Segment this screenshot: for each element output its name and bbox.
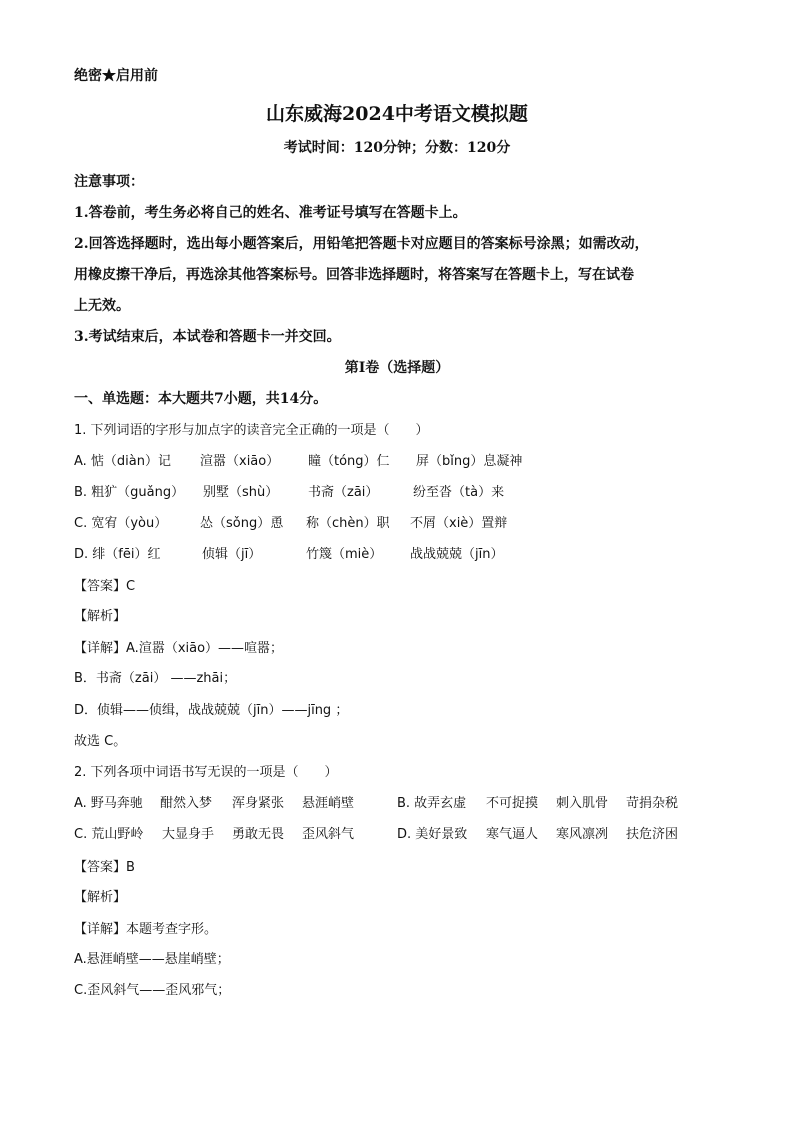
- q2-detail-line: [74, 920, 217, 939]
- q1-option-a-word-4: 屏（bǐng）息凝神: [416, 454, 523, 469]
- q2-option-d-word-3: 寒风凛冽: [556, 827, 609, 842]
- q2-option-b-word-1: B. 故弄玄虚: [397, 796, 467, 811]
- q1-analysis-tag: 【解析】: [74, 609, 127, 624]
- q1-option-d-word-4: 战战兢兢（jīn）: [410, 547, 504, 562]
- secret-label: 绝密★启用前: [74, 68, 158, 84]
- q2-option-c[interactable]: [74, 826, 384, 844]
- page-title: 山东威海2024中考语文模拟题: [266, 103, 528, 125]
- section-heading: 一、单选题：本大题共7小题，共14分。: [74, 391, 328, 407]
- q1-answer-line: [74, 577, 135, 596]
- q2-option-c-word-3: 勇敢无畏: [232, 827, 285, 842]
- q2-option-c-word-4: 歪风斜气: [302, 827, 355, 842]
- q2-option-b[interactable]: [397, 795, 707, 813]
- q2-detail-2: C.歪风斜气——歪风邪气；: [74, 983, 231, 998]
- q1-detail-3: D．侦辑——侦缉，战战兢兢（jīn）——jīng ；: [74, 703, 349, 718]
- q1-option-c-word-1: C. 宽宥（yòu）: [74, 516, 168, 531]
- q1-option-a-word-2: 渲嚣（xiāo）: [200, 454, 280, 469]
- q2-detail-tag: 【详解】: [74, 922, 127, 937]
- q1-conclusion: 故选 C。: [74, 734, 127, 749]
- q2-option-a-word-1: A. 野马奔驰: [74, 796, 143, 811]
- q2-option-b-word-2: 不可捉摸: [486, 796, 539, 811]
- q1-option-a-word-3: 瞳（tóng）仁: [308, 454, 390, 469]
- note-item-2-line-3: 上无效。: [74, 298, 130, 314]
- q1-option-c[interactable]: [74, 515, 724, 533]
- q1-option-b-word-1: B. 粗犷（guǎng）: [74, 485, 185, 500]
- q2-option-a-word-3: 浑身紧张: [232, 796, 285, 811]
- q2-option-c-word-1: C. 荒山野岭: [74, 827, 144, 842]
- q1-answer-tag: 【答案】: [74, 579, 127, 594]
- q1-option-b-word-3: 书斋（zāi）: [308, 485, 379, 500]
- note-item-1: 1.答卷前，考生务必将自己的姓名、准考证号填写在答题卡上。: [74, 205, 467, 221]
- note-item-2-line-2: 用橡皮擦干净后，再选涂其他答案标号。回答非选择题时，将答案写在答题卡上，写在试卷: [74, 267, 634, 283]
- q2-option-d-word-2: 寒气逼人: [486, 827, 539, 842]
- q1-detail-1: A.渲嚣（xiāo）——喧嚣；: [126, 641, 284, 656]
- q1-option-d-word-1: D. 绯（fēi）红: [74, 547, 161, 562]
- note-item-3: 3.考试结束后，本试卷和答题卡一并交回。: [74, 329, 341, 345]
- q1-option-b-word-2: 别墅（shù）: [203, 485, 279, 500]
- q2-option-a-word-2: 酣然入梦: [160, 796, 213, 811]
- part-title: 第Ⅰ卷（选择题）: [344, 360, 450, 376]
- q2-option-a-word-4: 悬涯峭壁: [302, 796, 355, 811]
- q2-option-a[interactable]: [74, 795, 384, 813]
- q2-option-d-word-1: D. 美好景致: [397, 827, 468, 842]
- q1-option-d[interactable]: [74, 546, 724, 564]
- notes-heading: 注意事项：: [74, 174, 144, 190]
- q1-option-a-word-1: A. 惦（diàn）记: [74, 454, 171, 469]
- q2-option-d-word-4: 扶危济困: [626, 827, 679, 842]
- q2-detail-intro: 本题考查字形。: [126, 922, 218, 937]
- q2-option-d[interactable]: [397, 826, 707, 844]
- q1-option-a[interactable]: [74, 453, 724, 471]
- q1-option-b-word-4: 纷至沓（tà）来: [413, 485, 505, 500]
- q1-detail-tag: 【详解】: [74, 641, 127, 656]
- q2-option-b-word-3: 刺入肌骨: [556, 796, 609, 811]
- q2-answer-tag: 【答案】: [74, 860, 127, 875]
- q2-answer-line: [74, 858, 135, 877]
- q1-answer-value: C: [126, 579, 136, 594]
- q2-analysis-tag: 【解析】: [74, 890, 127, 905]
- q1-detail-line: [74, 639, 283, 658]
- q1-option-c-word-3: 称（chèn）职: [306, 516, 390, 531]
- q1-option-d-word-2: 侦辑（jī）: [202, 547, 262, 562]
- q2-option-c-word-2: 大显身手: [162, 827, 215, 842]
- q2-option-b-word-4: 苛捐杂税: [626, 796, 679, 811]
- q1-option-d-word-3: 竹篾（miè）: [306, 547, 383, 562]
- q2-answer-value: B: [126, 860, 135, 875]
- question-1-stem: 1. 下列词语的字形与加点字的读音完全正确的一项是（ ）: [74, 423, 429, 438]
- question-2-stem: 2. 下列各项中词语书写无误的一项是（ ）: [74, 765, 338, 780]
- q1-option-c-word-2: 怂（sǒng）恿: [200, 516, 284, 531]
- q2-detail-1: A.悬涯峭壁——悬崖峭壁；: [74, 952, 230, 967]
- note-item-2-line-1: 2.回答选择题时，选出每小题答案后，用铅笔把答题卡对应题目的答案标号涂黑；如需改动，: [74, 236, 649, 252]
- q1-option-c-word-4: 不屑（xiè）置辩: [410, 516, 508, 531]
- q1-option-b[interactable]: [74, 484, 724, 502]
- exam-time-score: 考试时间：120分钟；分数：120分: [283, 140, 511, 156]
- q1-detail-2: B．书斋（zāi） ——zhāi；: [74, 671, 237, 686]
